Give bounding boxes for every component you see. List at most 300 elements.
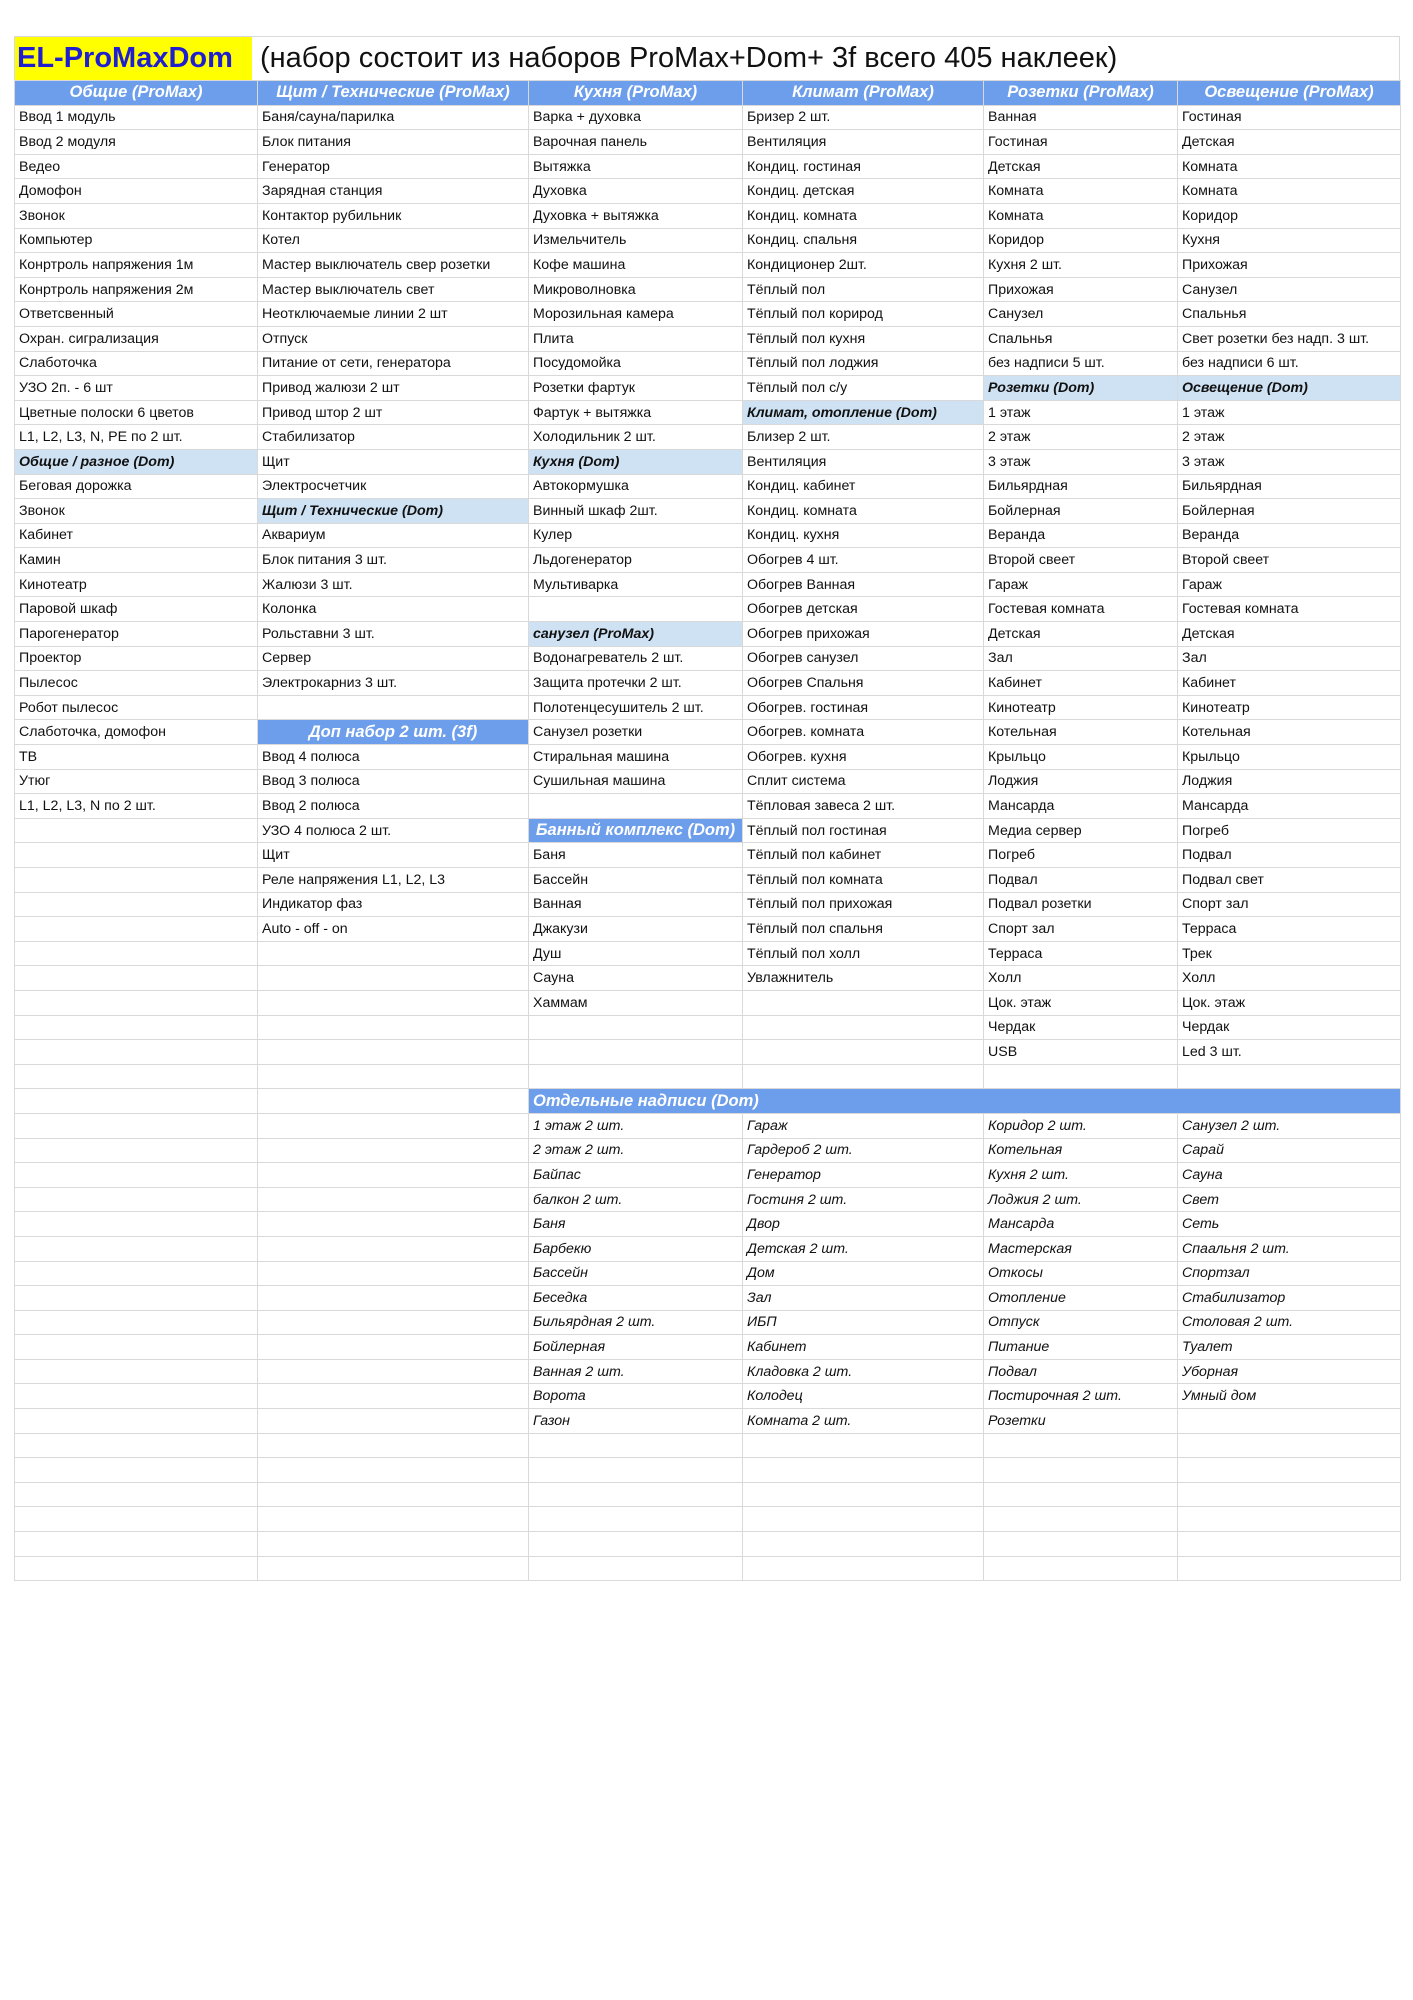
table-cell — [258, 1409, 529, 1434]
table-cell: Электрокарниз 3 шт. — [258, 671, 529, 696]
table-cell: Морозильная камера — [529, 302, 743, 327]
table-cell: Гостевая комната — [1178, 597, 1401, 622]
table-row — [15, 1261, 1401, 1286]
table-cell: Детская 2 шт. — [743, 1236, 984, 1261]
section-header-cell: Щит / Технические (Dom) — [258, 499, 529, 524]
table-cell: Спорт зал — [984, 917, 1178, 942]
table-cell: Обогрев. гостиная — [743, 695, 984, 720]
table-cell: Охран. сигрализация — [15, 326, 258, 351]
section-header-cell: Доп набор 2 шт. (3f) — [258, 720, 529, 745]
section-header-cell: Розетки (ProMax) — [984, 81, 1178, 106]
table-cell — [1178, 1433, 1401, 1458]
table-cell: Привод жалюзи 2 шт — [258, 376, 529, 401]
table-row — [15, 253, 1401, 278]
table-cell: L1, L2, L3, N, PE по 2 шт. — [15, 425, 258, 450]
table-cell: Подвал розетки — [984, 892, 1178, 917]
table-cell: Тёплый пол лоджия — [743, 351, 984, 376]
table-cell — [15, 843, 258, 868]
table-row — [15, 376, 1401, 401]
table-cell: Мансарда — [984, 1212, 1178, 1237]
section-header-cell: Щит / Технические (ProMax) — [258, 81, 529, 106]
table-cell: L1, L2, L3, N по 2 шт. — [15, 794, 258, 819]
table-row — [15, 326, 1401, 351]
table-cell — [258, 990, 529, 1015]
table-cell: Котельная — [1178, 720, 1401, 745]
table-cell: Откосы — [984, 1261, 1178, 1286]
table-cell: Кинотеатр — [1178, 695, 1401, 720]
table-cell: Автокормушка — [529, 474, 743, 499]
table-cell: без надписи 6 шт. — [1178, 351, 1401, 376]
table-cell — [15, 1409, 258, 1434]
table-cell: Водонагреватель 2 шт. — [529, 646, 743, 671]
table-cell — [984, 1532, 1178, 1557]
table-cell: Паровой шкаф — [15, 597, 258, 622]
table-cell: Санузел розетки — [529, 720, 743, 745]
table-cell: УЗО 4 полюса 2 шт. — [258, 818, 529, 843]
table-cell: Увлажнитель — [743, 966, 984, 991]
table-cell: Кондиционер 2шт. — [743, 253, 984, 278]
table-cell: Стабилизатор — [258, 425, 529, 450]
table-cell — [15, 1458, 258, 1483]
table-row — [15, 449, 1401, 474]
table-cell: Бильярдная 2 шт. — [529, 1310, 743, 1335]
table-row — [15, 105, 1401, 130]
table-cell: Бойлерная — [529, 1335, 743, 1360]
table-cell: Слаботочка — [15, 351, 258, 376]
table-row — [15, 130, 1401, 155]
section-header-cell: Общие / разное (Dom) — [15, 449, 258, 474]
table-cell — [743, 1458, 984, 1483]
section-header-cell: Климат (ProMax) — [743, 81, 984, 106]
table-cell: Баня — [529, 1212, 743, 1237]
table-cell: Защита протечки 2 шт. — [529, 671, 743, 696]
table-cell: Погреб — [984, 843, 1178, 868]
table-cell: Вытяжка — [529, 154, 743, 179]
table-cell: Тёплый пол с/у — [743, 376, 984, 401]
table-cell: Льдогенератор — [529, 548, 743, 573]
table-cell — [15, 1335, 258, 1360]
table-cell — [15, 1040, 258, 1065]
table-cell: Погреб — [1178, 818, 1401, 843]
table-cell — [15, 1482, 258, 1507]
separate-header-row — [15, 1089, 1401, 1114]
table-cell: Мастер выключатель свер розетки — [258, 253, 529, 278]
table-cell: Бризер 2 шт. — [743, 105, 984, 130]
table-cell: Кабинет — [743, 1335, 984, 1360]
table-cell: Тёплый пол прихожая — [743, 892, 984, 917]
table-cell — [258, 1138, 529, 1163]
table-cell — [258, 1532, 529, 1557]
table-cell: Прихожая — [984, 277, 1178, 302]
table-cell — [529, 1507, 743, 1532]
table-cell: Холл — [984, 966, 1178, 991]
table-cell: Конртроль напряжения 2м — [15, 277, 258, 302]
table-cell: Спортзал — [1178, 1261, 1401, 1286]
table-cell: Духовка — [529, 179, 743, 204]
table-cell: Тёплый пол гостиная — [743, 818, 984, 843]
table-cell — [258, 1064, 529, 1089]
table-cell: Спаальня 2 шт. — [1178, 1236, 1401, 1261]
table-cell: Посудомойка — [529, 351, 743, 376]
table-cell: Второй свеет — [1178, 548, 1401, 573]
table-cell: Вентиляция — [743, 130, 984, 155]
table-cell: 1 этаж 2 шт. — [529, 1113, 743, 1138]
table-cell: Щит — [258, 449, 529, 474]
table-cell: Варочная панель — [529, 130, 743, 155]
table-cell: Второй свеет — [984, 548, 1178, 573]
table-cell — [15, 1261, 258, 1286]
table-cell: Кабинет — [1178, 671, 1401, 696]
table-cell: Ввод 2 модуля — [15, 130, 258, 155]
table-cell — [529, 1433, 743, 1458]
table-row — [15, 499, 1401, 524]
table-row — [15, 597, 1401, 622]
table-cell: Беседка — [529, 1286, 743, 1311]
table-cell — [258, 1236, 529, 1261]
table-cell: ИБП — [743, 1310, 984, 1335]
table-row — [15, 1040, 1401, 1065]
table-cell: Котельная — [984, 1138, 1178, 1163]
table-cell: Постирочная 2 шт. — [984, 1384, 1178, 1409]
table-cell: Тёплый пол спальня — [743, 917, 984, 942]
table-cell: Беговая дорожка — [15, 474, 258, 499]
table-cell — [529, 1040, 743, 1065]
table-cell: Генератор — [258, 154, 529, 179]
table-cell: Гардероб 2 шт. — [743, 1138, 984, 1163]
table-cell: Зал — [743, 1286, 984, 1311]
table-cell: Ввод 3 полюса — [258, 769, 529, 794]
table-cell: Тёплый пол кухня — [743, 326, 984, 351]
table-cell: Холодильник 2 шт. — [529, 425, 743, 450]
table-cell: Газон — [529, 1409, 743, 1434]
table-cell: Стабилизатор — [1178, 1286, 1401, 1311]
table-cell: Камин — [15, 548, 258, 573]
section-header-cell: Общие (ProMax) — [15, 81, 258, 106]
table-cell: Коридор 2 шт. — [984, 1113, 1178, 1138]
table-cell: Веранда — [984, 523, 1178, 548]
table-cell: Питание от сети, генератора — [258, 351, 529, 376]
table-cell — [529, 1482, 743, 1507]
section-header-cell: Розетки (Dom) — [984, 376, 1178, 401]
section-header-cell: Климат, отопление (Dom) — [743, 400, 984, 425]
table-cell — [258, 1310, 529, 1335]
table-cell: Led 3 шт. — [1178, 1040, 1401, 1065]
table-cell — [258, 1556, 529, 1581]
table-cell — [258, 1261, 529, 1286]
table-cell: Кофе машина — [529, 253, 743, 278]
table-cell: Тёплый пол комната — [743, 868, 984, 893]
table-cell: Коридор — [984, 228, 1178, 253]
table-cell — [15, 1384, 258, 1409]
spreadsheet — [14, 36, 1400, 1581]
table-cell — [258, 1089, 529, 1114]
table-cell: Бойлерная — [984, 499, 1178, 524]
table-row — [15, 523, 1401, 548]
table-cell: Духовка + вытяжка — [529, 203, 743, 228]
table-cell: Ванная — [984, 105, 1178, 130]
table-cell — [15, 966, 258, 991]
table-row — [15, 917, 1401, 942]
table-cell: Кондиц. гостиная — [743, 154, 984, 179]
table-cell — [15, 917, 258, 942]
table-cell: Тёплый пол — [743, 277, 984, 302]
table-cell — [1178, 1482, 1401, 1507]
table-cell: Холл — [1178, 966, 1401, 991]
table-cell — [258, 1286, 529, 1311]
table-cell: Обогрев прихожая — [743, 622, 984, 647]
table-cell: Байпас — [529, 1163, 743, 1188]
table-cell: Подвал — [1178, 843, 1401, 868]
section-header-cell: Кухня (Dom) — [529, 449, 743, 474]
table-cell — [258, 695, 529, 720]
table-cell — [258, 1040, 529, 1065]
table-cell — [15, 1064, 258, 1089]
table-cell: Чердак — [984, 1015, 1178, 1040]
table-cell: Генератор — [743, 1163, 984, 1188]
table-cell: Близер 2 шт. — [743, 425, 984, 450]
table-cell: Робот пылесос — [15, 695, 258, 720]
table-cell: Санузел 2 шт. — [1178, 1113, 1401, 1138]
table-cell: Неотключаемые линии 2 шт — [258, 302, 529, 327]
table-cell: Щит — [258, 843, 529, 868]
table-cell: Парогенератор — [15, 622, 258, 647]
table-cell: Гараж — [984, 572, 1178, 597]
table-cell: Свет розетки без надп. 3 шт. — [1178, 326, 1401, 351]
table-cell: Гостевая комната — [984, 597, 1178, 622]
table-cell — [15, 868, 258, 893]
table-cell: Баня — [529, 843, 743, 868]
table-cell: Коридор — [1178, 203, 1401, 228]
table-row — [15, 1187, 1401, 1212]
table-cell — [258, 941, 529, 966]
table-cell: Домофон — [15, 179, 258, 204]
table-cell — [15, 1532, 258, 1557]
table-cell: Электросчетчик — [258, 474, 529, 499]
title-row — [14, 36, 1400, 80]
table-cell — [743, 1532, 984, 1557]
table-cell: Детская — [1178, 130, 1401, 155]
table-cell: Кинотеатр — [15, 572, 258, 597]
table-row — [15, 1335, 1401, 1360]
table-cell: Гостиная — [984, 130, 1178, 155]
table-cell: Розетки — [984, 1409, 1178, 1434]
table-cell — [258, 1482, 529, 1507]
table-cell — [15, 892, 258, 917]
table-cell: Чердак — [1178, 1015, 1401, 1040]
table-cell — [529, 1458, 743, 1483]
table-cell — [984, 1433, 1178, 1458]
table-cell — [258, 1384, 529, 1409]
table-cell: Гостиня 2 шт. — [743, 1187, 984, 1212]
table-cell — [1178, 1064, 1401, 1089]
table-cell — [258, 1359, 529, 1384]
table-cell — [15, 990, 258, 1015]
table-cell — [743, 1015, 984, 1040]
table-cell — [258, 1433, 529, 1458]
table-cell: Туалет — [1178, 1335, 1401, 1360]
table-row — [15, 646, 1401, 671]
table-cell — [529, 794, 743, 819]
table-row — [15, 302, 1401, 327]
table-cell: Обогрев санузел — [743, 646, 984, 671]
header-row — [15, 81, 1401, 106]
table-cell — [529, 1532, 743, 1557]
table-cell — [15, 1507, 258, 1532]
table-cell: Привод штор 2 шт — [258, 400, 529, 425]
table-cell: Спальнья — [1178, 302, 1401, 327]
table-row — [15, 1359, 1401, 1384]
table-cell: Бойлерная — [1178, 499, 1401, 524]
table-cell — [15, 1163, 258, 1188]
table-row — [15, 1113, 1401, 1138]
table-cell: без надписи 5 шт. — [984, 351, 1178, 376]
table-cell: Сарай — [1178, 1138, 1401, 1163]
table-cell — [258, 1163, 529, 1188]
table-cell: Бильярдная — [984, 474, 1178, 499]
table-row — [15, 868, 1401, 893]
table-cell: Подвал — [984, 1359, 1178, 1384]
table-row — [15, 1138, 1401, 1163]
table-cell: Отпуск — [258, 326, 529, 351]
table-cell: Вентиляция — [743, 449, 984, 474]
table-cell: Аквариум — [258, 523, 529, 548]
table-cell: Ввод 1 модуль — [15, 105, 258, 130]
table-row — [15, 400, 1401, 425]
table-cell: Ввод 2 полюса — [258, 794, 529, 819]
table-row — [15, 1212, 1401, 1237]
table-cell: 2 этаж — [1178, 425, 1401, 450]
section-header-cell: Банный комплекс (Dom) — [529, 818, 743, 843]
table-cell: Индикатор фаз — [258, 892, 529, 917]
table-cell: Реле напряжения L1, L2, L3 — [258, 868, 529, 893]
table-cell: Подвал — [984, 868, 1178, 893]
table-cell: Колодец — [743, 1384, 984, 1409]
table-cell: Котел — [258, 228, 529, 253]
table-cell: Тёплый пол корирод — [743, 302, 984, 327]
table-cell: Пылесос — [15, 671, 258, 696]
table-cell — [1178, 1532, 1401, 1557]
table-cell: Мастер выключатель свет — [258, 277, 529, 302]
table-cell — [15, 1433, 258, 1458]
table-cell: Барбекю — [529, 1236, 743, 1261]
table-cell — [258, 966, 529, 991]
table-cell: Кинотеатр — [984, 695, 1178, 720]
table-cell — [529, 1064, 743, 1089]
table-row — [15, 548, 1401, 573]
table-cell: Питание — [984, 1335, 1178, 1360]
table-cell: Стиральная машина — [529, 745, 743, 770]
table-cell: Кондиц. детская — [743, 179, 984, 204]
table-cell: Отопление — [984, 1286, 1178, 1311]
table-cell — [15, 1310, 258, 1335]
table-cell: Мастерская — [984, 1236, 1178, 1261]
table-cell — [258, 1335, 529, 1360]
table-cell: Цветные полоски 6 цветов — [15, 400, 258, 425]
table-cell: Мансарда — [1178, 794, 1401, 819]
table-cell: Фартук + вытяжка — [529, 400, 743, 425]
table-cell: Детская — [1178, 622, 1401, 647]
table-cell: Гостиная — [1178, 105, 1401, 130]
subtitle: (набор состоит из наборов ProMax+Dom+ 3f всего 405 наклеек) — [260, 42, 1118, 74]
table-cell: Полотенцесушитель 2 шт. — [529, 695, 743, 720]
table-cell: Контактор рубильник — [258, 203, 529, 228]
table-cell: Баня/сауна/парилка — [258, 105, 529, 130]
table-cell: Слаботочка, домофон — [15, 720, 258, 745]
table-row — [15, 1384, 1401, 1409]
table-cell: Спальнья — [984, 326, 1178, 351]
table-cell — [1178, 1409, 1401, 1434]
table-cell: Зал — [1178, 646, 1401, 671]
table-cell: 3 этаж — [1178, 449, 1401, 474]
table-row — [15, 941, 1401, 966]
table-cell — [984, 1064, 1178, 1089]
table-cell: 2 этаж — [984, 425, 1178, 450]
table-cell — [15, 1113, 258, 1138]
table-cell: Трек — [1178, 941, 1401, 966]
table-cell: Ответсвенный — [15, 302, 258, 327]
table-row — [15, 1409, 1401, 1434]
table-cell: Утюг — [15, 769, 258, 794]
table-cell: Сауна — [1178, 1163, 1401, 1188]
table-cell: ТВ — [15, 745, 258, 770]
table-cell — [258, 1015, 529, 1040]
table-cell — [15, 818, 258, 843]
table-cell: Умный дом — [1178, 1384, 1401, 1409]
table-cell: Проектор — [15, 646, 258, 671]
table-row — [15, 572, 1401, 597]
table-cell — [15, 1089, 258, 1114]
table-row — [15, 1064, 1401, 1089]
table-cell: Двор — [743, 1212, 984, 1237]
table-cell — [15, 1286, 258, 1311]
section-header-cell: Отдельные надписи (Dom) — [529, 1089, 1401, 1114]
empty-row — [15, 1532, 1401, 1557]
table-cell: Конртроль напряжения 1м — [15, 253, 258, 278]
table-cell: Лоджия — [1178, 769, 1401, 794]
table-cell — [258, 1113, 529, 1138]
table-cell: Кондиц. комната — [743, 499, 984, 524]
section-header-cell: Освещение (ProMax) — [1178, 81, 1401, 106]
table-cell: Auto - off - on — [258, 917, 529, 942]
table-cell: Детская — [984, 154, 1178, 179]
table-row — [15, 794, 1401, 819]
table-cell: Сплит система — [743, 769, 984, 794]
table-cell — [984, 1507, 1178, 1532]
table-cell — [15, 1138, 258, 1163]
table-cell: Свет — [1178, 1187, 1401, 1212]
table-cell: Лоджия 2 шт. — [984, 1187, 1178, 1212]
table-cell: Кондиц. спальня — [743, 228, 984, 253]
table-cell: Джакузи — [529, 917, 743, 942]
table-cell: Ворота — [529, 1384, 743, 1409]
table-cell: Санузел — [1178, 277, 1401, 302]
table-cell: Кулер — [529, 523, 743, 548]
table-cell: Кондиц. кухня — [743, 523, 984, 548]
table-cell: Обогрев. кухня — [743, 745, 984, 770]
table-cell: Тёплый пол кабинет — [743, 843, 984, 868]
table-row — [15, 966, 1401, 991]
table-row — [15, 179, 1401, 204]
table-row — [15, 203, 1401, 228]
table-cell: Прихожая — [1178, 253, 1401, 278]
table-cell — [15, 1015, 258, 1040]
table-cell — [529, 1556, 743, 1581]
table-cell: Сушильная машина — [529, 769, 743, 794]
table-cell: Комната — [1178, 154, 1401, 179]
table-cell — [743, 1433, 984, 1458]
table-cell: Мансарда — [984, 794, 1178, 819]
table-cell: Гараж — [743, 1113, 984, 1138]
